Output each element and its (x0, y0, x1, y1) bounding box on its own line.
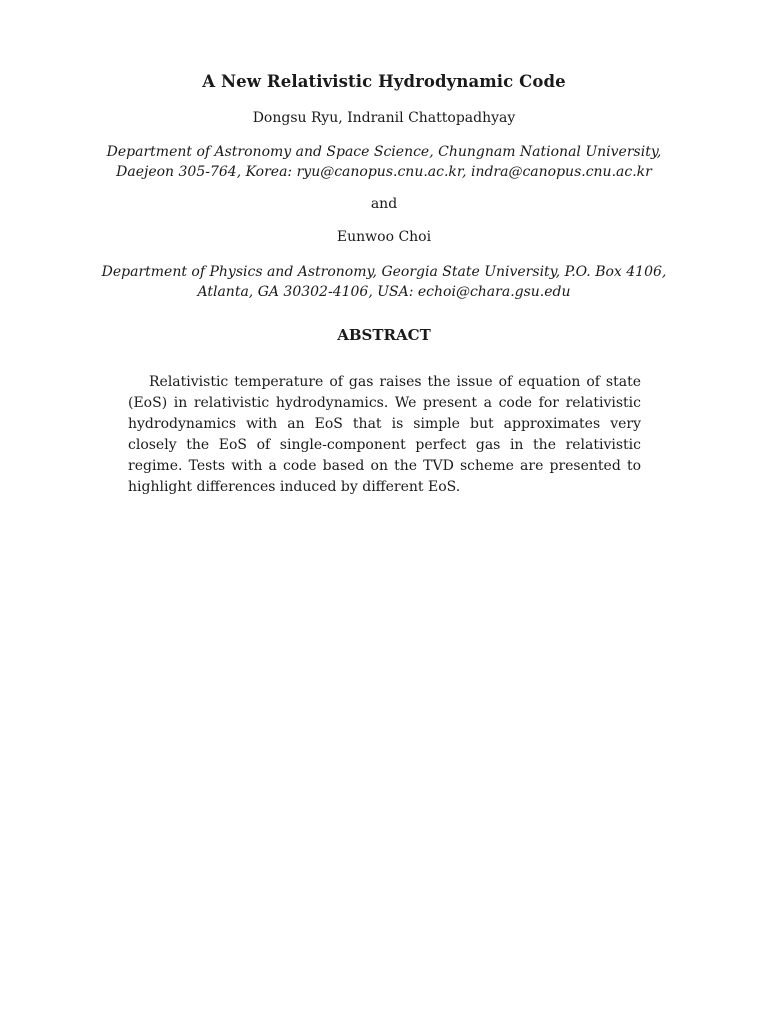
affiliation-primary-line-2: Daejeon 305-764, Korea: ryu@canopus.cnu.ac.kr, indra@canopus.cnu.ac.kr (116, 164, 652, 180)
author-list-primary: Dongsu Ryu, Indranil Chattopadhyay (252, 110, 516, 126)
affiliation-secondary (0, 262, 768, 302)
abstract-heading: ABSTRACT (337, 326, 431, 344)
affiliation-secondary-line-2: Atlanta, GA 30302-4106, USA: echoi@chara.gsu.edu (197, 284, 571, 300)
abstract-body: Relativistic temperature of gas raises the issue of equation of state (EoS) in relativistic hydrodynamics. We present a code for relativistic hydrodynamics with an EoS that is simple but approximates very closely the EoS of single-component perfect gas in the relativistic regime. Tests with a code based on the TVD scheme are presented to highlight differences induced by different EoS. (128, 374, 641, 495)
affiliation-secondary-line-1: Department of Physics and Astronomy, Georgia State University, P.O. Box 4106, (101, 264, 667, 280)
affiliation-primary (0, 142, 768, 182)
affiliation-primary-line-1: Department of Astronomy and Space Science, Chungnam National University, (106, 144, 662, 160)
author-conjunction: and (370, 196, 398, 212)
paper-title: A New Relativistic Hydrodynamic Code (202, 72, 566, 91)
author-list-secondary: Eunwoo Choi (336, 229, 432, 245)
